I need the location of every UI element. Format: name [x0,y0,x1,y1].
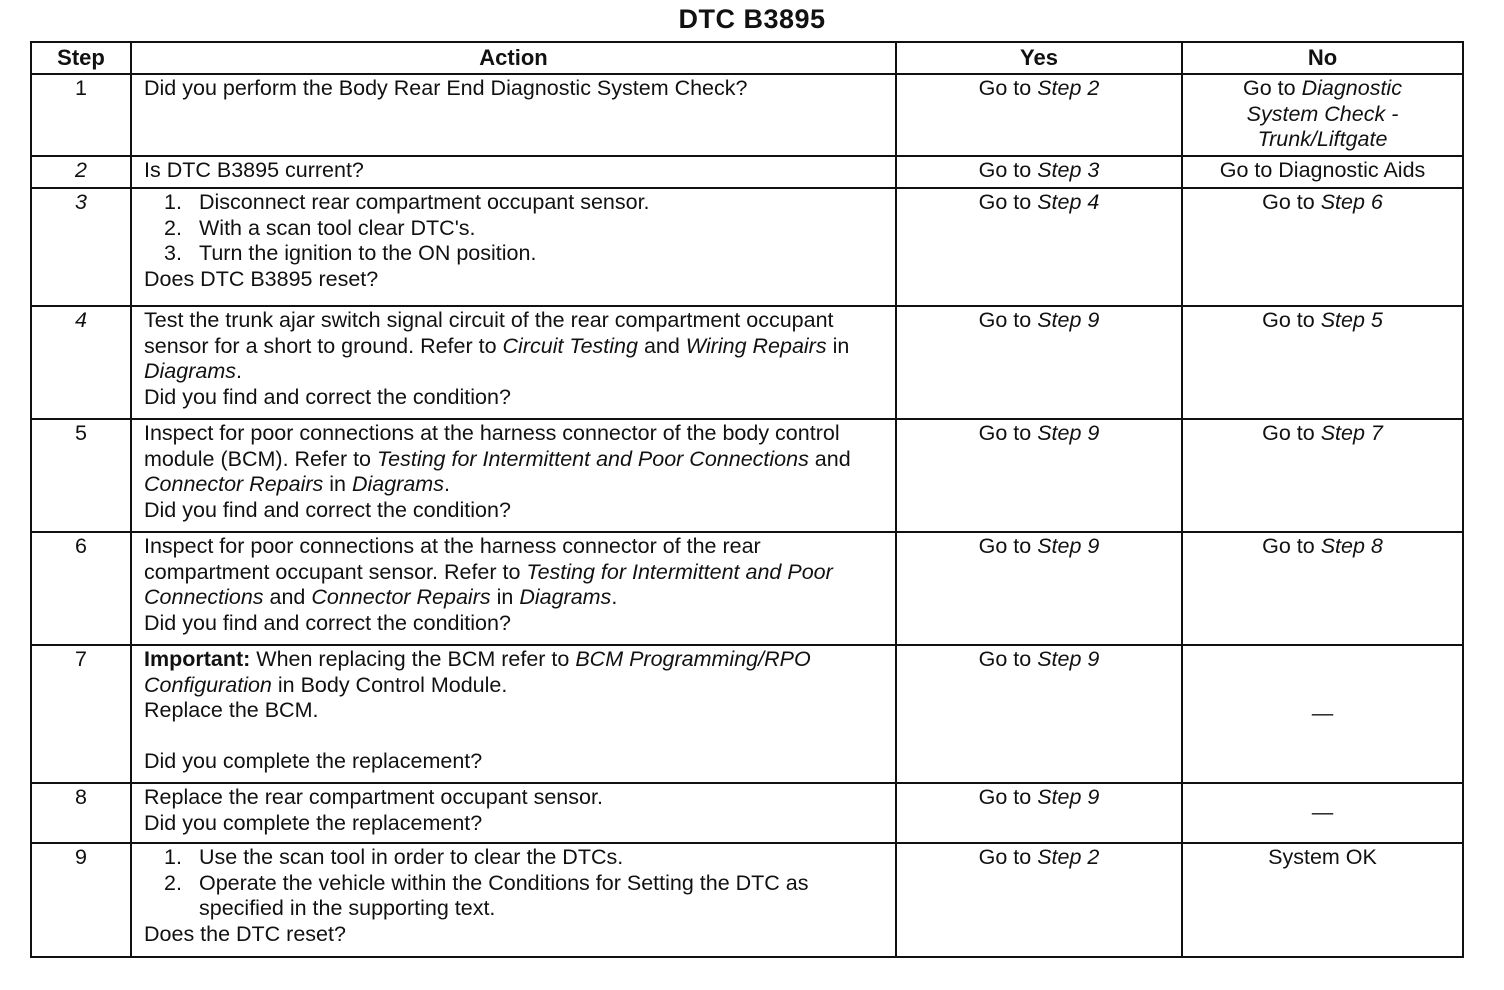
yes-cell [896,156,1182,188]
table-row [31,645,1463,783]
action-question: Did you find and correct the condition? [144,610,511,635]
no-prefix: Go to [1262,421,1321,445]
action-text-part: and [263,585,312,609]
table-row [31,74,1463,156]
action-text-part: and [808,446,851,471]
list-number: 1. [164,845,182,869]
no-link-part-1: Diagnostic [1301,76,1402,100]
action-text: Is DTC B3895 current? [144,158,364,182]
action-text-part: in [323,472,352,496]
action-cell [131,783,896,843]
step-number: 5 [31,419,131,532]
no-prefix: Go to [1262,308,1321,332]
yes-prefix: Go to [978,190,1038,214]
action-text [144,647,883,698]
yes-prefix: Go to [978,76,1038,100]
yes-cell [896,419,1182,532]
action-cell [131,532,896,645]
no-cell [1182,783,1463,843]
no-cell [1182,419,1463,532]
action-reference: Connector Repairs [311,585,491,609]
action-instruction: Replace the rear compartment occupant sensor. [144,785,603,809]
action-text-part: in [826,333,850,358]
action-cell [131,645,896,783]
step-number: 1 [31,74,131,156]
step-number: 2 [31,156,131,188]
yes-prefix: Go to [978,647,1038,671]
action-reference: Wiring Repairs [685,333,827,358]
list-number: 2. [164,215,182,240]
diagnostic-table [30,41,1464,958]
yes-cell [896,306,1182,419]
action-text-part: Test the trunk ajar switch signal circuit of the rear compartment occupant sensor for a short to ground. Refer to [144,308,834,358]
action-text-part: in [490,585,520,609]
action-list [144,845,883,922]
action-cell [131,306,896,419]
action-reference: Diagrams [351,472,444,496]
action-list [144,190,883,267]
header-step: Step [31,42,131,74]
table-row [31,156,1463,188]
action-text-part: and [637,333,686,358]
yes-cell [896,188,1182,306]
list-text: With a scan tool clear DTC's. [199,215,476,240]
yes-cell [896,783,1182,843]
no-step-link: Step 7 [1320,421,1383,445]
no-cell [1182,306,1463,419]
no-step-link: Step 6 [1320,190,1383,214]
action-text-part: Inspect for poor connections at the harness connector of the rear compartment occupant sensor. Refer to [144,534,761,584]
table-row [31,532,1463,645]
table-row [31,306,1463,419]
no-prefix: Go to [1243,76,1302,100]
no-text: — [1311,800,1334,825]
action-reference: Testing for Intermittent and Poor Connections [144,559,833,609]
no-cell [1182,188,1463,306]
table-row [31,843,1463,957]
list-item [144,241,883,267]
action-cell [131,419,896,532]
action-text [144,421,883,498]
no-cell [1182,532,1463,645]
list-item [144,845,883,871]
list-item [144,216,883,242]
yes-prefix: Go to [978,158,1038,182]
action-question: Did you complete the replacement? [144,810,483,835]
page-title: DTC B3895 [678,4,826,34]
yes-step-link: Step 2 [1037,76,1100,100]
spacer [144,724,883,749]
no-cell [1182,645,1463,783]
step-number: 8 [31,783,131,843]
action-cell [131,843,896,957]
no-text: Go to Diagnostic Aids [1219,158,1426,182]
action-reference: Testing for Intermittent and Poor Connections [376,446,809,471]
no-prefix: Go to [1262,534,1321,558]
yes-step-link: Step 9 [1037,647,1100,671]
no-cell [1182,156,1463,188]
no-link-part-3: Trunk/Liftgate [1257,127,1388,151]
list-text: Turn the ignition to the ON position. [199,241,537,265]
action-cell [131,156,896,188]
action-reference: BCM Programming/RPO Configuration [144,647,811,697]
no-line-1 [1195,76,1450,102]
list-text: Disconnect rear compartment occupant sensor. [199,190,650,214]
action-reference: Diagrams [519,585,612,609]
list-item [144,871,883,922]
action-question: Does the DTC reset? [144,921,346,946]
step-number: 6 [31,532,131,645]
yes-cell [896,74,1182,156]
action-text-part: . [611,585,618,609]
table-header-row [31,42,1463,74]
action-text-part: . [443,472,450,496]
list-number: 3. [164,241,182,265]
action-question: Did you find and correct the condition? [144,384,511,409]
step-number: 4 [31,306,131,419]
action-question: Does DTC B3895 reset? [144,266,379,291]
yes-step-link: Step 9 [1037,534,1100,558]
yes-step-link: Step 2 [1037,845,1100,869]
table-row [31,419,1463,532]
no-text: — [1311,701,1334,726]
step-number: 7 [31,645,131,783]
yes-prefix: Go to [978,308,1038,332]
action-cell [131,74,896,156]
yes-step-link: Step 9 [1037,308,1100,332]
step-number: 9 [31,843,131,957]
list-item [144,190,883,216]
action-question: Did you find and correct the condition? [144,497,511,522]
yes-prefix: Go to [978,785,1038,809]
no-text: System OK [1268,845,1377,869]
header-no: No [1182,42,1463,74]
no-link-part-2: System Check - [1246,101,1399,126]
list-number: 1. [164,190,182,214]
list-number: 2. [164,870,182,895]
action-reference: Circuit Testing [502,333,638,358]
action-text [144,308,883,385]
list-text: Operate the vehicle within the Conditions for Setting the DTC as specified in the supporting text. [199,870,809,920]
yes-step-link: Step 3 [1037,158,1100,182]
action-text: Did you perform the Body Rear End Diagnostic System Check? [144,76,748,100]
action-question: Did you complete the replacement? [144,748,483,773]
no-cell [1182,74,1463,156]
yes-cell [896,645,1182,783]
no-step-link: Step 8 [1320,534,1383,558]
action-reference: Connector Repairs [144,472,324,496]
no-line-3 [1195,127,1450,153]
important-label: Important: [144,647,251,671]
table-row [31,188,1463,306]
no-prefix: Go to [1262,190,1321,214]
action-reference: Diagrams [144,359,236,383]
action-text-part: . [236,359,242,383]
yes-cell [896,532,1182,645]
yes-step-link: Step 9 [1037,421,1100,445]
action-text [144,534,883,611]
table-row [31,783,1463,843]
yes-prefix: Go to [978,845,1038,869]
action-text-part: in Body Control Module. [271,672,508,697]
list-text: Use the scan tool in order to clear the DTCs. [199,845,624,869]
header-action: Action [131,42,896,74]
yes-prefix: Go to [978,534,1038,558]
step-number: 3 [31,188,131,306]
yes-step-link: Step 4 [1037,190,1100,214]
header-yes: Yes [896,42,1182,74]
yes-step-link: Step 9 [1037,785,1100,809]
no-step-link: Step 5 [1320,308,1383,332]
yes-cell [896,843,1182,957]
action-text-part: When replacing the BCM refer to [250,647,576,671]
yes-prefix: Go to [978,421,1038,445]
action-text-part: Inspect for poor connections at the harness connector of the body control module (BCM). Refer to [144,421,840,471]
no-cell [1182,843,1463,957]
no-line-2 [1195,102,1450,128]
action-instruction: Replace the BCM. [144,698,319,722]
action-cell [131,188,896,306]
